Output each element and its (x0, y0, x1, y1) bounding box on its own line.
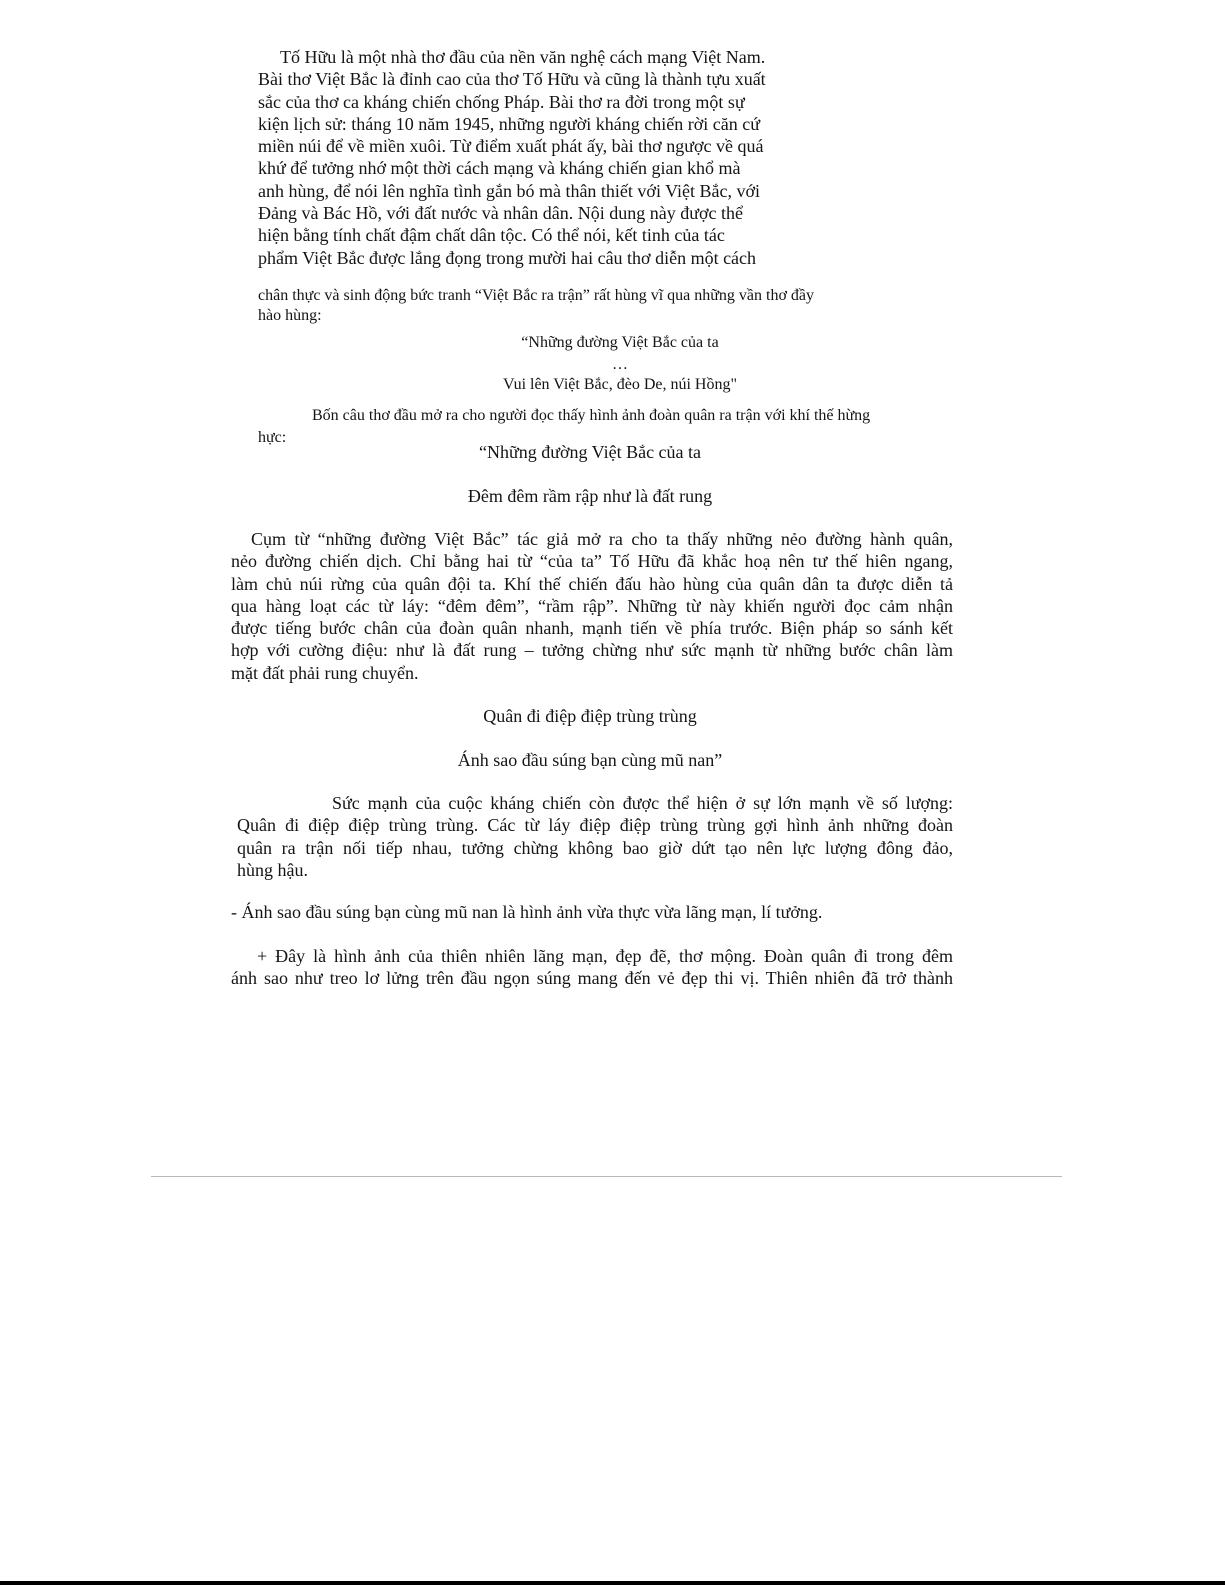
text-line: qua hàng loạt các từ láy: “đêm đêm”, “rầm rập”. Những từ này khiến người đọc cảm nhận (231, 595, 953, 616)
text-line: Sức mạnh của cuộc kháng chiến còn được thể hiện ở sự lớn mạnh về số lượng: (332, 793, 953, 813)
text-line: sắc của thơ ca kháng chiến chống Pháp. Bài thơ ra đời trong một sự (258, 91, 745, 112)
dash-list-item: - Ánh sao đầu súng bạn cùng mũ nan là hình ảnh vừa thực vừa lãng mạn, lí tưởng. (231, 902, 823, 922)
cum-tu-paragraph (231, 528, 953, 684)
suc-manh-paragraph (237, 792, 953, 881)
text-line: kiện lịch sử: tháng 10 năm 1945, những người kháng chiến rời căn cứ (258, 113, 760, 134)
text-line: miền núi để về miền xuôi. Từ điểm xuất phát ấy, bài thơ ngược về quá (258, 136, 764, 157)
text-line: + Đây là hình ảnh của thiên nhiên lãng mạn, đẹp đẽ, thơ mộng. Đoàn quân đi trong đêm (257, 946, 953, 966)
text-line: Bốn câu thơ đầu mở ra cho người đọc thấy hình ảnh đoàn quân ra trận với khí thế hừng (312, 407, 871, 424)
verse-line-1: “Những đường Việt Bắc của ta (521, 334, 719, 351)
verse-line-3: “Những đường Việt Bắc của ta (478, 442, 702, 462)
bottom-border (0, 1581, 1225, 1585)
text-line: ánh sao như treo lơ lửng trên đầu ngọn súng mang đến vẻ đẹp thi vị. Thiên nhiên đã trở thành (231, 968, 953, 989)
text-line: khứ để tưởng nhớ một thời cách mạng và kháng chiến gian khổ mà (258, 158, 741, 179)
text-line: được tiếng bước chân của đoàn quân nhanh, mạnh tiến về phía trước. Biện pháp so sánh kết (231, 618, 953, 639)
verse-line-6: Ánh sao đầu súng bạn cùng mũ nan” (457, 750, 723, 770)
verse-line-2: Vui lên Việt Bắc, đèo De, núi Hồng" (502, 376, 738, 393)
continuation-paragraph (258, 286, 898, 326)
text-line: mặt đất phải rung chuyển. (231, 662, 419, 683)
text-line: hùng hậu. (237, 859, 308, 880)
text-line: nẻo đường chiến dịch. Chỉ bằng hai từ “của ta” Tố Hữu đã khắc hoạ nên tư thế hiên ngang, (231, 551, 953, 572)
verse-line-5: Quân đi điệp điệp trùng trùng (483, 706, 697, 726)
text-line: làm chủ núi rừng của quân đội ta. Khí thế chiến đấu hào hùng của quân dân ta được diễn tả (231, 573, 953, 594)
plus-list-item (231, 945, 953, 990)
text-line: chân thực và sinh động bức tranh “Việt Bắc ra trận” rất hùng vĩ qua những vần thơ đầy (258, 287, 815, 304)
text-line: Tố Hữu là một nhà thơ đầu của nền văn nghệ cách mạng Việt Nam. (280, 47, 766, 67)
text-line: Đảng và Bác Hồ, với đất nước và nhân dân. Nội dung này được thể (258, 203, 743, 224)
verse-ellipsis: … (612, 356, 628, 373)
text-line: Cụm từ “những đường Việt Bắc” tác giả mở ra cho ta thấy những nẻo đường hành quân, (251, 529, 953, 549)
text-line: phẩm Việt Bắc được lắng đọng trong mười hai câu thơ diễn một cách (258, 247, 757, 268)
text-line: hào hùng: (258, 307, 322, 324)
intro-paragraph (258, 46, 818, 269)
text-line: Bài thơ Việt Bắc là đỉnh cao của thơ Tố Hữu và cũng là thành tựu xuất (258, 69, 766, 90)
text-line: anh hùng, để nói lên nghĩa tình gắn bó mà thân thiết với Việt Bắc, với (258, 180, 761, 201)
text-line: hực: (258, 429, 287, 446)
text-line: hiện bằng tính chất đậm chất dân tộc. Có thể nói, kết tinh của tác (258, 225, 725, 246)
text-line: hợp với cường điệu: như là đất rung – tưởng chừng như sức mạnh từ những bước chân làm (231, 640, 953, 661)
verse-line-4: Đêm đêm rầm rập như là đất rung (467, 486, 713, 506)
text-line: Quân đi điệp điệp trùng trùng. Các từ láy điệp điệp trùng trùng gợi hình ảnh những đoàn (237, 815, 953, 836)
page-divider (151, 1176, 1062, 1177)
text-line: quân ra trận nối tiếp nhau, tưởng chừng không bao giờ dứt tạo nên lực lượng đông đảo, (237, 837, 953, 858)
